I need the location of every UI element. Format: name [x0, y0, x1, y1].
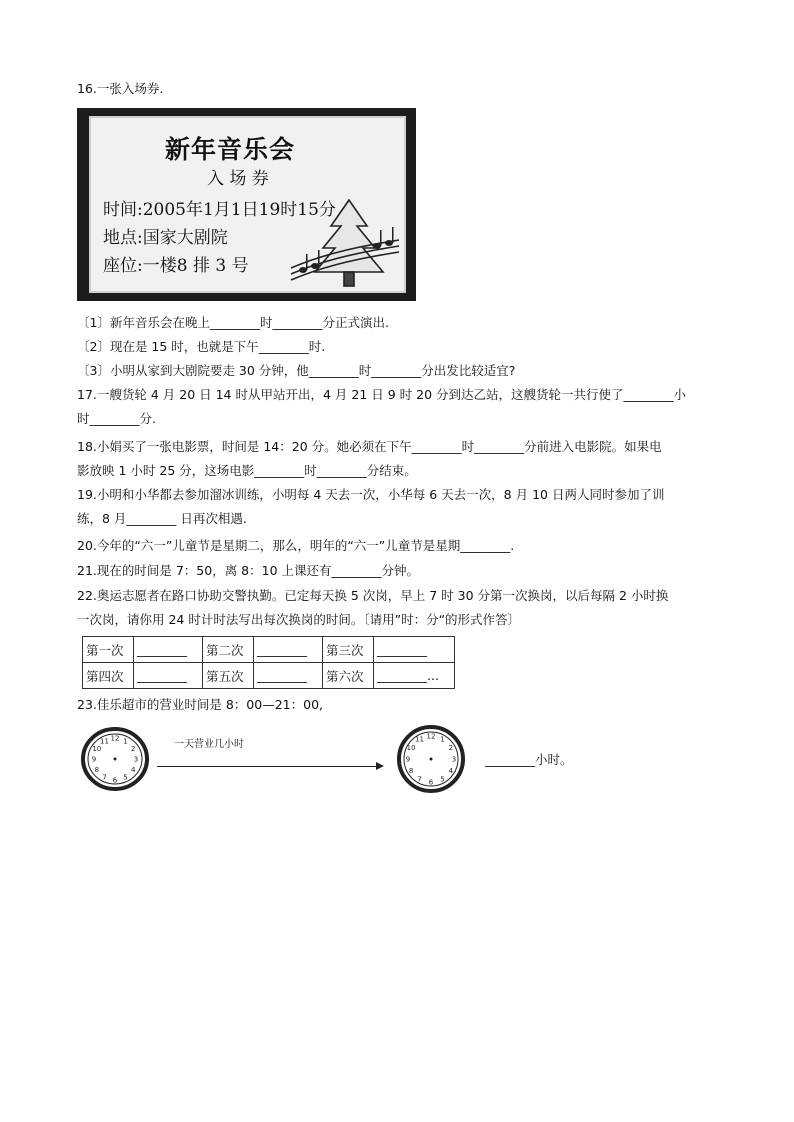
clock-number: 7	[102, 773, 107, 782]
clock-number: 11	[415, 735, 424, 744]
clock-number: 10	[406, 744, 416, 752]
arrow-label: 一天营业几小时	[174, 739, 244, 750]
answer-blank[interactable]: ________	[254, 663, 323, 689]
q18-line1: 18.小娟买了一张电影票，时间是 14：20 分。她必须在下午________时________分前进入电影院。如果电	[77, 439, 662, 454]
clock-number: 9	[91, 755, 97, 764]
table-cell: 第六次	[323, 663, 374, 689]
q16-sub3: 〔3〕小明从家到大剧院要走 30 分钟，他________时________分出发比较适宜?	[77, 363, 516, 378]
answer-blank[interactable]: ________...	[374, 663, 455, 689]
clock-number: 6	[112, 776, 118, 785]
clock-number: 12	[426, 732, 436, 741]
ticket-time: 时间:2005年1月1日19时15分	[103, 200, 336, 220]
clock-number: 4	[448, 767, 454, 775]
q23-line1: 23.佳乐超市的营业时间是 8：00—21：00,	[77, 697, 323, 712]
clock-number: 1	[440, 735, 445, 744]
clock-number: 5	[440, 775, 445, 784]
christmas-tree-icon	[289, 196, 401, 292]
table-row	[83, 637, 455, 663]
q21-line1: 21.现在的时间是 7：50，离 8：10 上课还有________分钟。	[77, 563, 420, 578]
clock-number: 8	[94, 766, 100, 774]
ticket-subtitle: 入 场 券	[207, 169, 269, 189]
clock-icon-closing	[396, 724, 466, 794]
clock-number: 2	[130, 745, 136, 753]
table-cell: 第一次	[83, 637, 134, 663]
q17-line1: 17.一艘货轮 4 月 20 日 14 时从甲站开出，4 月 21 日 9 时 20 分到达乙站，这艘货轮一共行使了________小	[77, 387, 687, 402]
ticket-title: 新年音乐会	[165, 135, 296, 164]
answer-blank[interactable]: ________	[134, 637, 203, 663]
clock-number: 12	[110, 734, 120, 743]
ticket-place: 地点:国家大剧院	[103, 228, 228, 248]
q20-line1: 20.今年的“六一”儿童节是星期二，那么，明年的“六一”儿童节是星期________.	[77, 538, 515, 553]
clock-number: 10	[92, 745, 102, 753]
clock-number: 3	[133, 755, 139, 764]
shift-change-table	[82, 636, 455, 689]
q16-stem: 16.一张入场券.	[77, 81, 164, 96]
q16-sub1: 〔1〕新年音乐会在晚上________时________分正式演出.	[77, 315, 389, 330]
q19-line2: 练，8 月________ 日再次相遇.	[77, 511, 247, 526]
clock-number: 9	[405, 755, 411, 764]
clock-number: 7	[417, 775, 422, 784]
clock-number: 6	[428, 778, 434, 787]
q22-line2: 一次岗，请你用 24 时计时法写出每次换岗的时间。〔请用”时：分“的形式作答〕	[77, 612, 521, 627]
ticket-face	[89, 116, 406, 293]
table-cell: 第四次	[83, 663, 134, 689]
clock-number: 11	[100, 737, 109, 746]
q23-answer: ________小时。	[485, 752, 573, 767]
arrow-right-icon	[376, 762, 384, 770]
clock-number: 8	[408, 767, 414, 775]
arrow-line	[157, 766, 379, 767]
clock-icon-opening	[80, 726, 150, 792]
q19-line1: 19.小明和小华都去参加溜冰训练，小明每 4 天去一次，小华每 6 天去一次，8 月 10 日两人同时参加了训	[77, 487, 665, 502]
q16-sub2: 〔2〕现在是 15 时，也就是下午________时.	[77, 339, 326, 354]
clock-number: 1	[123, 737, 128, 746]
clock-number: 5	[123, 773, 128, 782]
table-cell: 第三次	[323, 637, 374, 663]
table-row	[83, 663, 455, 689]
concert-ticket-image	[77, 108, 416, 301]
q18-line2: 影放映 1 小时 25 分，这场电影________时________分结束。	[77, 463, 417, 478]
answer-blank[interactable]: ________	[134, 663, 203, 689]
q17-line2: 时________分.	[77, 411, 156, 426]
table-cell: 第五次	[203, 663, 254, 689]
clock-number: 3	[451, 755, 457, 764]
table-cell: 第二次	[203, 637, 254, 663]
q22-line1: 22.奥运志愿者在路口协助交警执勤。已定每天换 5 次岗，早上 7 时 30 分第一次换岗，以后每隔 2 小时换	[77, 588, 669, 603]
clock-number: 2	[448, 744, 454, 752]
ticket-seat: 座位:一楼8 排 3 号	[103, 256, 249, 276]
clock-number: 4	[130, 766, 136, 774]
answer-blank[interactable]: ________	[374, 637, 455, 663]
answer-blank[interactable]: ________	[254, 637, 323, 663]
